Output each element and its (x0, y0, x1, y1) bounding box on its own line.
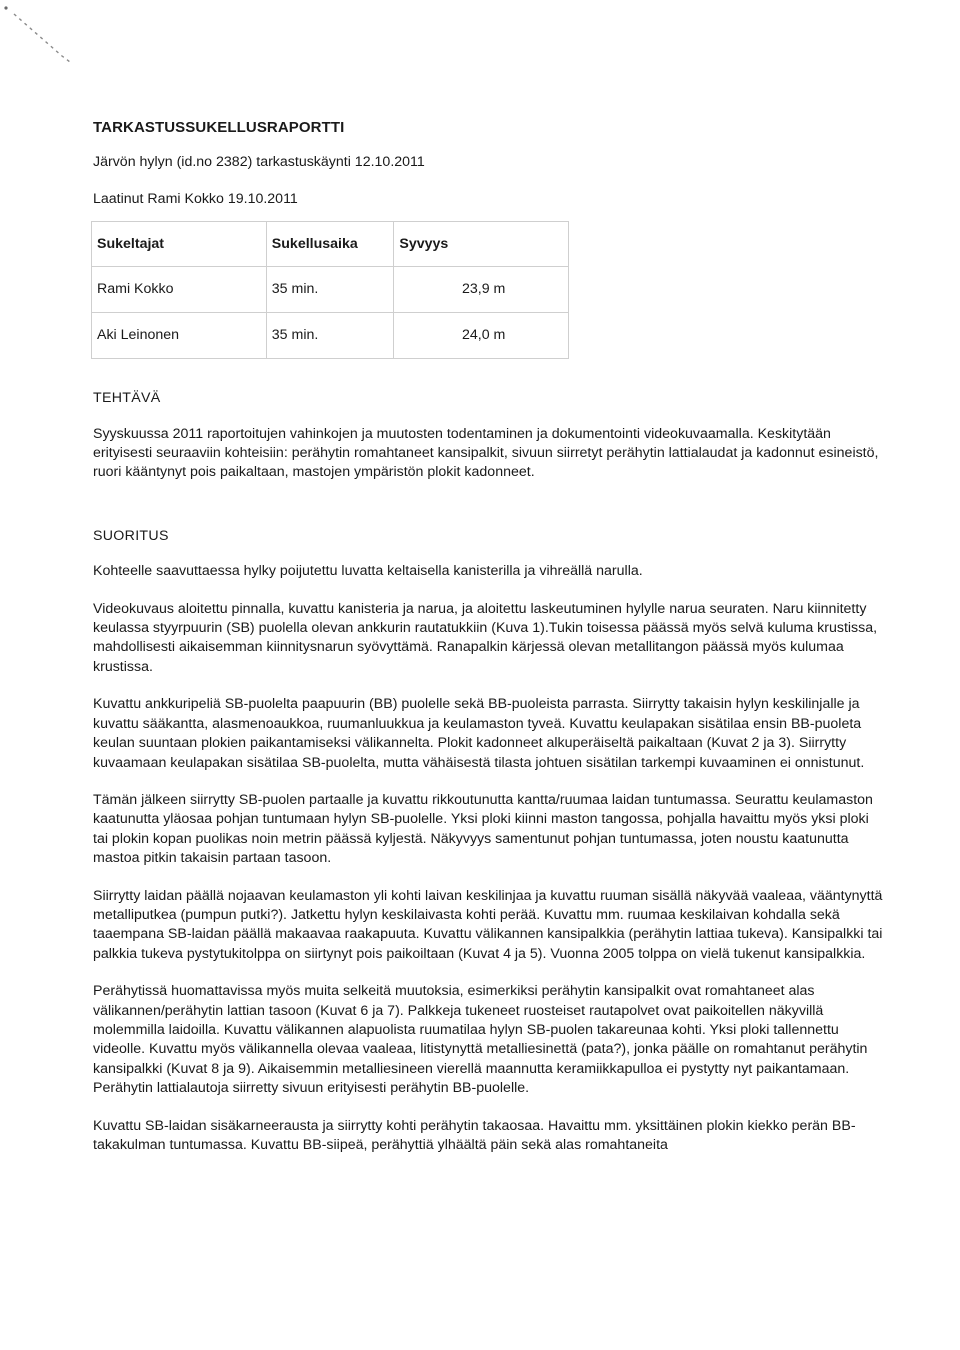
table-cell: 23,9 m (394, 267, 569, 313)
scan-corner-mark (0, 0, 90, 70)
table-cell: Aki Leinonen (92, 313, 267, 359)
table-header: Sukeltajat (92, 222, 267, 267)
document-title: TARKASTUSSUKELLUSRAPORTTI (93, 119, 345, 136)
execution-paragraph: Videokuvaus aloitettu pinnalla, kuvattu kanisteria ja narua, ja aloitettu laskeutuminen hylylle narua seuraten. Naru kiinnitetty keulassa styyrpuurin (SB) puolella olevan ankkurin rautatukkiin (Kuva 1).Tukin toisessa päässä myös selvä kuluma krustissa, mahdollisesti aikaisemman kiinnitysnarun syövyttämä. Ranapalkin kärjessä olevan metallitangon päässä myös kulumaa krustissa. (93, 600, 878, 675)
execution-paragraph: Kuvattu SB-laidan sisäkarneerausta ja siirrytty kohti perähytin takaosaa. Havaittu mm. yksittäinen plokin kiekko perän BB-takakulman tuntumassa. Kuvattu BB-siipeä, perähyttiä ylhäältä päin sekä alas romahtaneita (93, 1117, 856, 1153)
table-header: Syvyys (394, 222, 569, 267)
table-header-row (92, 222, 569, 267)
execution-paragraph: Perähytissä huomattavissa myös muita selkeitä muutoksia, esimerkiksi perähytin kansipalkit ovat romahtaneet alas välikannen/perähytin lattian tasoon (Kuvat 6 ja 7). Palkkeja tukeneet ruosteiset rautapolvet ovat paikoitellen näkyvillä molemmilla laidoilla. Kuvattu välikannen alapuolista ruumatilaa hylyn SB-puolen takareunaa kohti. Yksi ploki tallennettu videolle. Kuvattu myös välikannella olevaa vaaleaa, litistynyttä metalliesinettä (pata?), jonka päälle on romahtanut perähytin kansipalkki (Kuvat 8 ja 9). Aikaisemmin metalliesineen vierellä maannutta keramiikkapulloa ei pystytty nyt paikantamaan. Perähytin lattialautoja siirretty sivuun erityisesti perähytin BB-puolelle. (93, 983, 868, 1097)
table-cell: Rami Kokko (92, 267, 267, 313)
section-heading-task: TEHTÄVÄ (93, 390, 161, 407)
table-header: Sukellusaika (266, 222, 394, 267)
section-heading-execution: SUORITUS (93, 527, 169, 544)
document-body (93, 118, 883, 1155)
execution-paragraph: Kohteelle saavuttaessa hylky poijutettu luvatta keltaisella kanisterilla ja vihreällä narulla. (93, 563, 643, 580)
execution-paragraph: Siirrytty laidan päällä nojaavan keulamaston yli kohti laivan keskilinjaa ja kuvattu ruuman sisällä näkyvää vaaleaa, vääntynyttä metalliputkea (pumpun putki?). Jatkettu hylyn keskilaivasta kohti perää. Kuvattu mm. ruumaa keskilaivan kohdalla sekä taaempana SB-laidan päällä makaavaa raakapuuta. Kuvattu välikannen kansipalkkia (perähytin lattiaa tukeva). Kansipalkki tai palkkia tukeva pystytukitolppa on siirtynyt pois paikoiltaan (Kuvat 4 ja 5). Vuonna 2005 tolppa on vielä tukenut kansipalkkia. (93, 887, 883, 962)
execution-paragraph: Kuvattu ankkuripeliä SB-puolelta paapuurin (BB) puolelle sekä BB-puoleista parrasta. Siirrytty takaisin hylyn keskilinjalle ja kuvattu sääkantta, alasmenoaukkoa, ruumanluukkua ja keulamaston tyveä. Kuvattu keulapakan sisätilaa ensin BB-puoleta keulan suuntaan plokien paikantamiseksi välikannelta. Plokit kadonneet alkuperäiseltä paikaltaan (Kuvat 2 ja 3). Siirrytty kuvaamaan keulapakan sisätilaa SB-puolelta, mutta vähäisestä tilasta johtuen sisätilan tarkempi kuvaaminen ei onnistunut. (93, 696, 865, 771)
table-cell: 35 min. (266, 313, 394, 359)
task-paragraph: Syyskuussa 2011 raportoitujen vahinkojen ja muutosten todentaminen ja dokumentointi videokuvaamalla. Keskitytään erityisesti seuraaviin kohteisiin: perähytin romahtaneet kansipalkit, sivuun siirretyt perähytin lattialaudat ja kadonnut esineistö, ruori kääntynyt pois paikaltaan, mastojen ympäristön plokit kadonneet. (93, 425, 879, 481)
dive-table (91, 221, 569, 359)
table-row (92, 267, 569, 313)
table-cell: 35 min. (266, 267, 394, 313)
table-row (92, 313, 569, 359)
document-subtitle: Järvön hylyn (id.no 2382) tarkastuskäynti 12.10.2011 (93, 154, 425, 171)
execution-paragraph: Tämän jälkeen siirrytty SB-puolen partaalle ja kuvattu rikkoutunutta kantta/ruumaa laidan tuntumassa. Seurattu keulamaston kaatunutta yläosaa pohjan tuntumaan hylyn SB-puolelle. Yksi ploki kiinni maston tangossa, pohjalla havaittu myös yksi ploki tai plokin kopan puolikas noin metrin päässä kyljestä. Näkyvyys samentunut pohjan tuntumassa, joten noustu kaatunutta mastoa pitkin takaisin partaan tasoon. (93, 791, 873, 867)
table-cell: 24,0 m (394, 313, 569, 359)
author-line: Laatinut Rami Kokko 19.10.2011 (93, 190, 298, 207)
